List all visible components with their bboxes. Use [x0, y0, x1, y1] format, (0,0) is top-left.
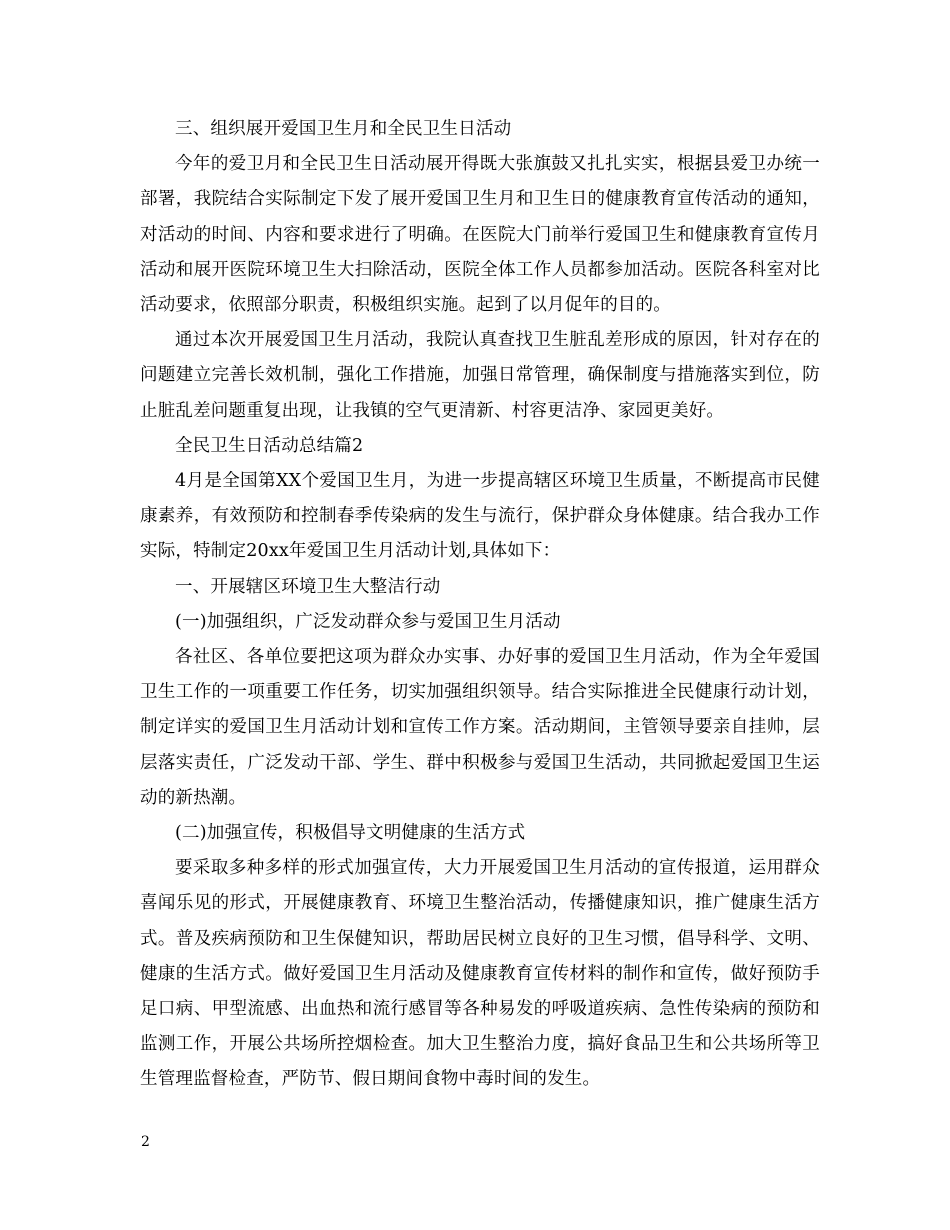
paragraph: 4月是全国第XX个爱国卫生月，为进一步提高辖区环境卫生质量，不断提高市民健康素养，有效预防和控制春季传染病的发生与流行，保护群众身体健康。结合我办工作实际，特制定20xx年爱国卫生月活动计划,具体如下：	[140, 471, 820, 562]
subsection-heading-1: (一)加强组织，广泛发动群众参与爱国卫生月活动	[175, 611, 561, 632]
article-title: 全民卫生日活动总结篇2	[175, 435, 364, 456]
paragraph: 今年的爱卫月和全民卫生日活动展开得既大张旗鼓又扎扎实实，根据县爱卫办统一部署，我院结合实际制定下发了展开爱国卫生月和卫生日的健康教育宣传活动的通知，对活动的时间、内容和要求进行了明确。在医院大门前举行爱国卫生和健康教育宣传月活动和展开医院环境卫生大扫除活动，医院全体工作人员都参加活动。医院各科室对比活动要求，依照部分职责，积极组织实施。起到了以月促年的目的。	[140, 154, 820, 316]
paragraph: 各社区、各单位要把这项为群众办实事、办好事的爱国卫生月活动，作为全年爱国卫生工作的一项重要工作任务，切实加强组织领导。结合实际推进全民健康行动计划，制定详实的爱国卫生月活动计划和宣传工作方案。活动期间，主管领导要亲自挂帅，层层落实责任，广泛发动干部、学生、群中积极参与爱国卫生活动，共同掀起爱国卫生运动的新热潮。	[140, 647, 820, 808]
section-heading-1: 一、开展辖区环境卫生大整洁行动	[175, 576, 441, 597]
paragraph: 通过本次开展爱国卫生月活动，我院认真查找卫生脏乱差形成的原因，针对存在的问题建立完善长效机制，强化工作措施，加强日常管理，确保制度与措施落实到位，防止脏乱差问题重复出现，让我镇的空气更清新、村容更洁净、家园更美好。	[140, 330, 820, 421]
section-heading-3: 三、组织展开爱国卫生月和全民卫生日活动	[175, 119, 512, 139]
page-number: 2	[141, 1134, 150, 1150]
paragraph: 要采取多种多样的形式加强宣传，大力开展爱国卫生月活动的宣传报道，运用群众喜闻乐见的形式，开展健康教育、环境卫生整治活动，传播健康知识，推广健康生活方式。普及疾病预防和卫生保健知识，帮助居民树立良好的卫生习惯，倡导科学、文明、健康的生活方式。做好爱国卫生月活动及健康教育宣传材料的制作和宣传，做好预防手足口病、甲型流感、出血热和流行感冒等各种易发的呼吸道疾病、急性传染病的预防和监测工作，开展公共场所控烟检查。加大卫生整治力度，搞好食品卫生和公共场所等卫生管理监督检查，严防节、假日期间食物中毒时间的发生。	[140, 858, 820, 1090]
document-body	[140, 112, 820, 1098]
subsection-heading-2: (二)加强宣传，积极倡导文明健康的生活方式	[175, 823, 526, 844]
